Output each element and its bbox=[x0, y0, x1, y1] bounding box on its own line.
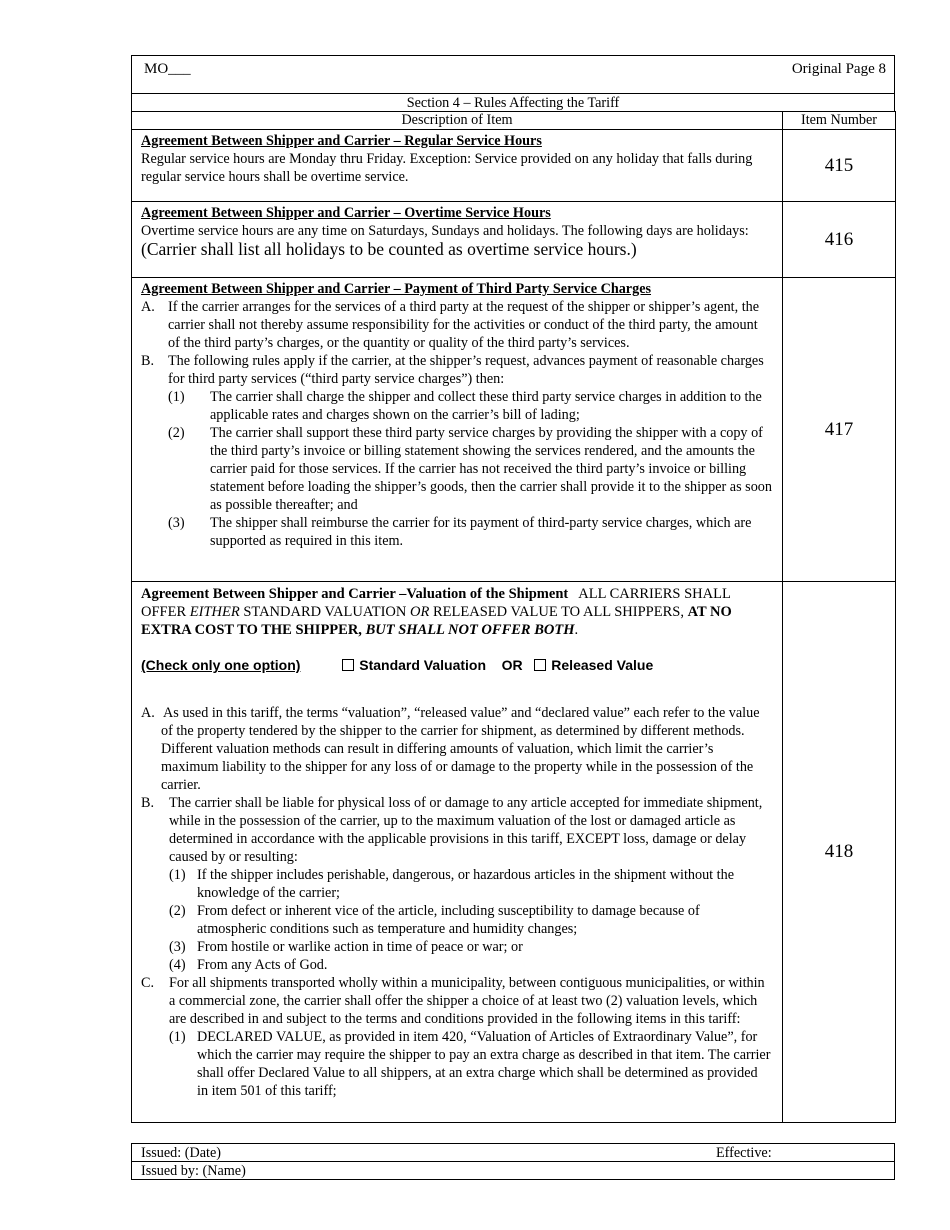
state-code: MO___ bbox=[144, 61, 191, 77]
list-label: (4) bbox=[169, 957, 186, 973]
intro-text: STANDARD VALUATION bbox=[243, 604, 407, 620]
footer-issued-by-row bbox=[131, 1161, 895, 1180]
standard-valuation-checkbox[interactable] bbox=[342, 659, 354, 671]
list-label: A. bbox=[141, 299, 155, 315]
list-text: The carrier shall be liable for physical loss of or damage to any article accepted for immediate shipment, while in the possession of the carrier, up to the maximum valuation of the lost or damaged article as determined in accordance with the applicable provisions in this tariff, EXCEPT loss, damage or delay caused by or resulting: bbox=[169, 795, 763, 865]
item-title: Agreement Between Shipper and Carrier – Regular Service Hours bbox=[141, 133, 542, 149]
item-number: 418 bbox=[783, 582, 896, 1123]
list-item bbox=[141, 424, 772, 514]
intro-text: BUT SHALL NOT OFFER BOTH bbox=[365, 622, 575, 638]
item-title: Agreement Between Shipper and Carrier – Overtime Service Hours bbox=[141, 205, 551, 221]
list-label: B. bbox=[141, 795, 155, 811]
list-text: The carrier shall support these third party service charges by providing the shipper with a copy of the third party’s invoice or billing statement showing the services rendered, and the amounts the carrier paid for those services. If the carrier has not received the third party’s invoice or billing statement before loading the shipper’s goods, then the carrier shall provide it to the shipper as soon as possible thereafter; and bbox=[210, 425, 772, 513]
list-item bbox=[141, 974, 772, 1028]
footer-issued-row bbox=[131, 1143, 895, 1162]
item-body-text: Overtime service hours are any time on Saturdays, Sundays and holidays. The following days are holidays: bbox=[141, 223, 749, 239]
item-number: 416 bbox=[783, 202, 896, 278]
item-number: 415 bbox=[783, 130, 896, 202]
list-item bbox=[141, 298, 772, 352]
list-text: For all shipments transported wholly within a municipality, between contiguous municipalities, or within a commercial zone, the carrier shall offer the shipper a choice of at least two (2) valuation levels, which are described in and subject to the terms and conditions provided in the following items in this tariff: bbox=[169, 975, 765, 1027]
released-value-checkbox[interactable] bbox=[534, 659, 546, 671]
column-header-item-number: Item Number bbox=[783, 112, 896, 130]
section-title: Section 4 – Rules Affecting the Tariff bbox=[131, 93, 895, 112]
list-label: (1) bbox=[169, 867, 186, 883]
option-or: OR bbox=[501, 657, 523, 673]
list-text: The shipper shall reimburse the carrier for its payment of third-party service charges, which are supported as required in this item. bbox=[210, 515, 752, 549]
item-intro bbox=[141, 585, 772, 639]
list-label: (1) bbox=[169, 1029, 186, 1045]
list-item bbox=[141, 704, 772, 794]
item-title: Agreement Between Shipper and Carrier – Payment of Third Party Service Charges bbox=[141, 281, 652, 297]
intro-text: AT NO EXTRA COST TO THE SHIPPER, bbox=[141, 604, 732, 638]
list-item bbox=[141, 514, 772, 550]
item-title: Agreement Between Shipper and Carrier –Valuation of the Shipment bbox=[141, 586, 569, 602]
list-label: (3) bbox=[168, 515, 185, 531]
list-item bbox=[141, 866, 772, 902]
item-description bbox=[132, 130, 783, 202]
issued-by: Issued by: (Name) bbox=[141, 1163, 246, 1179]
list-label: (2) bbox=[168, 425, 185, 441]
list-item bbox=[141, 956, 772, 974]
item-description bbox=[132, 582, 783, 1123]
check-instruction: (Check only one option) bbox=[141, 657, 301, 673]
list-item bbox=[141, 388, 772, 424]
list-label: (1) bbox=[168, 389, 185, 405]
released-value-label: Released Value bbox=[551, 657, 654, 673]
list-text: The carrier shall charge the shipper and collect these third party service charges in addition to the applicable rates and charges shown on the carrier’s bill of lading; bbox=[210, 389, 762, 423]
standard-valuation-label: Standard Valuation bbox=[359, 657, 487, 673]
list-label: B. bbox=[141, 353, 155, 369]
page-label: Original Page 8 bbox=[791, 61, 886, 77]
column-header-row bbox=[132, 112, 896, 130]
list-label: (2) bbox=[169, 903, 186, 919]
intro-text: OR bbox=[410, 604, 430, 620]
valuation-option-row bbox=[141, 656, 772, 674]
table-row bbox=[132, 582, 896, 1123]
table-row bbox=[132, 202, 896, 278]
intro-text: RELEASED VALUE TO ALL SHIPPERS, bbox=[432, 604, 684, 620]
list-text: From hostile or warlike action in time of peace or war; or bbox=[197, 939, 523, 955]
list-item bbox=[141, 938, 772, 956]
list-text: DECLARED VALUE, as provided in item 420, “Valuation of Articles of Extraordinary Value”, for which the carrier may require the shipper to pay an extra charge as described in that item. The carrier shall offer Declared Value to all shippers, at an extra charge which shall be determined as provided in item 501 of this tariff; bbox=[197, 1029, 771, 1099]
list-text: If the carrier arranges for the services of a third party at the request of the shipper or shipper’s agent, the carrier shall not thereby assume responsibility for the activities or conduct of the third party, the amount of the third party’s charges, or the quantity or quality of the third party’s services. bbox=[168, 299, 760, 351]
intro-text: EITHER bbox=[189, 604, 240, 620]
list-label: C. bbox=[141, 975, 155, 991]
table-row bbox=[132, 130, 896, 202]
column-header-description: Description of Item bbox=[132, 112, 783, 130]
item-note: (Carrier shall list all holidays to be counted as overtime service hours.) bbox=[141, 239, 637, 259]
intro-text: . bbox=[574, 622, 579, 638]
item-number: 417 bbox=[783, 278, 896, 582]
list-label: (3) bbox=[169, 939, 186, 955]
list-text: As used in this tariff, the terms “valuation”, “released value” and “declared value” each refer to the value of the property tendered by the shipper to the carrier for shipment, as determined by different methods. Different valuation methods can result in differing amounts of valuation, which limit the carrier’s maximum liability to the shipper for any loss of or damage to the property while in the possession of the carrier. bbox=[161, 705, 760, 793]
table-row bbox=[132, 278, 896, 582]
list-item bbox=[141, 902, 772, 938]
list-text: From defect or inherent vice of the article, including susceptibility to damage because of atmospheric conditions such as temperature and humidity changes; bbox=[197, 903, 700, 937]
list-item bbox=[141, 794, 772, 866]
list-text: From any Acts of God. bbox=[197, 957, 328, 973]
effective-date: Effective: bbox=[716, 1145, 772, 1161]
intro-text: ALL CARRIERS SHALL OFFER bbox=[141, 586, 731, 620]
list-item bbox=[141, 352, 772, 388]
items-table bbox=[131, 111, 896, 1123]
item-description bbox=[132, 202, 783, 278]
list-text: The following rules apply if the carrier, at the shipper’s request, advances payment of reasonable charges for third party services (“third party service charges”) then: bbox=[168, 353, 764, 387]
issued-date: Issued: (Date) bbox=[141, 1145, 221, 1161]
item-description bbox=[132, 278, 783, 582]
item-body: Regular service hours are Monday thru Friday. Exception: Service provided on any holiday that falls during regular service hours shall be overtime service. bbox=[141, 151, 753, 185]
page-header bbox=[131, 55, 895, 93]
list-label: A. bbox=[141, 705, 155, 721]
list-item bbox=[141, 1028, 772, 1100]
item-body bbox=[141, 222, 772, 260]
list-text: If the shipper includes perishable, dangerous, or hazardous articles in the shipment without the knowledge of the carrier; bbox=[197, 867, 735, 901]
